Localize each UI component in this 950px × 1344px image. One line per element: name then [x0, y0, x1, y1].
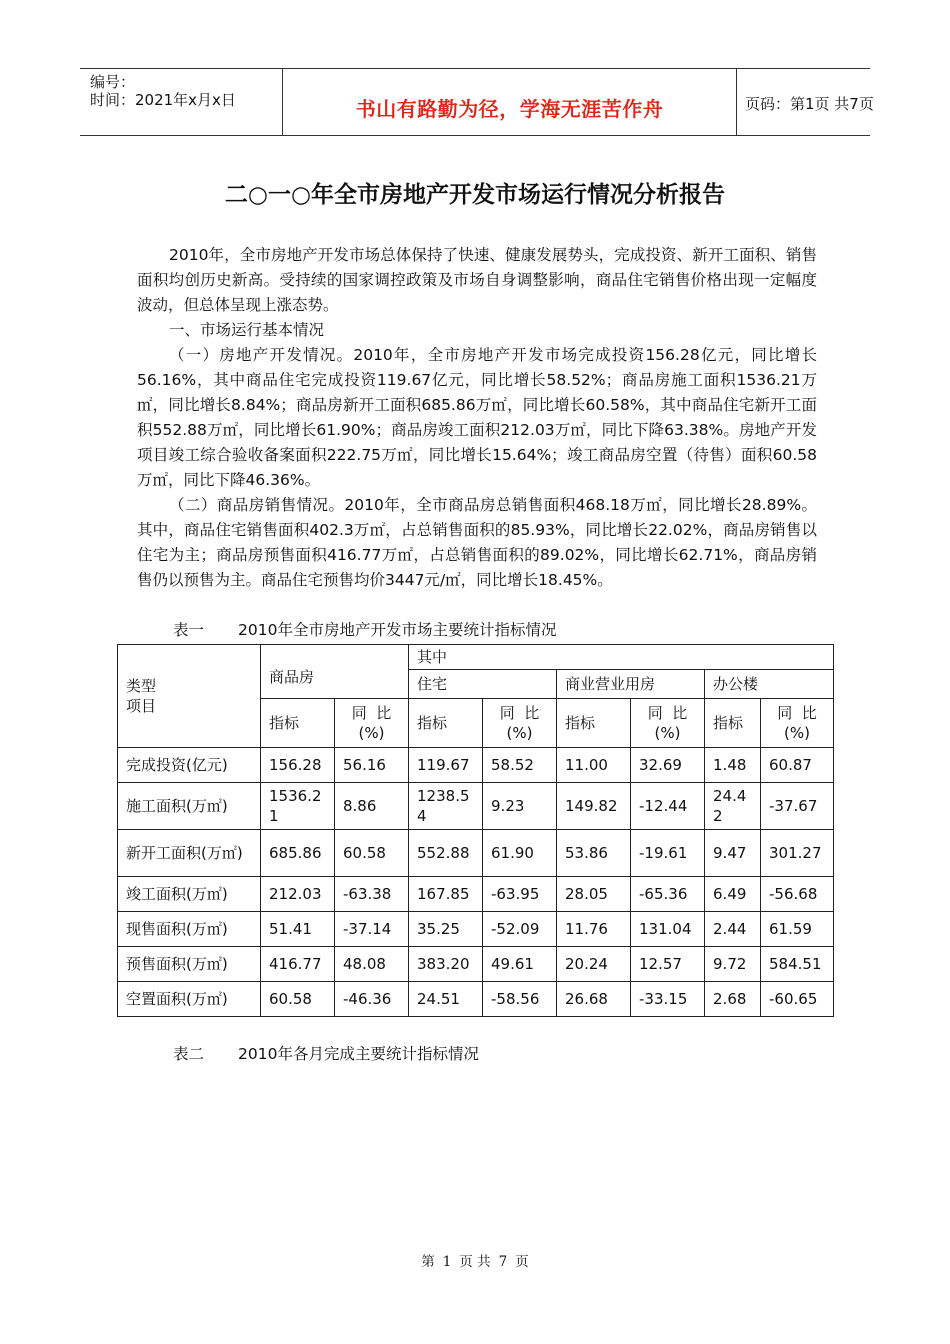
table-row: [118, 947, 834, 982]
row-label: 完成投资(亿元): [118, 748, 261, 783]
table-cell: 9.72: [705, 947, 761, 982]
table-cell: -12.44: [631, 783, 705, 830]
footer-total-pages: 7: [498, 1254, 508, 1270]
table-cell: 24.51: [409, 982, 483, 1017]
table-cell: 49.61: [483, 947, 557, 982]
corner-item-label: 项目: [126, 697, 157, 715]
corner-type-label: 类型: [126, 677, 157, 695]
table-cell: 56.16: [335, 748, 409, 783]
commercial-header: 商品房: [261, 645, 409, 699]
yoy-label: 同 比: [351, 704, 392, 722]
table-cell: -58.56: [483, 982, 557, 1017]
table-cell: 26.68: [557, 982, 631, 1017]
table-cell: 167.85: [409, 877, 483, 912]
table-cell: 53.86: [557, 830, 631, 877]
yoy-unit: (%): [358, 724, 385, 742]
yoy-header: [335, 699, 409, 748]
row-label: 空置面积(万㎡): [118, 982, 261, 1017]
table-cell: 58.52: [483, 748, 557, 783]
table-cell: 11.00: [557, 748, 631, 783]
indicator-header: 指标: [261, 699, 335, 748]
table-cell: 24.42: [705, 783, 761, 830]
intro-paragraph: 2010年，全市房地产开发市场总体保持了快速、健康发展势头，完成投资、新开工面积、销售面积均创历史新高。受持续的国家调控政策及市场自身调整影响，商品住宅销售价格出现一定幅度波动，但总体呈现上涨态势。: [137, 246, 817, 314]
table-cell: -19.61: [631, 830, 705, 877]
table-cell: 2.68: [705, 982, 761, 1017]
table-cell: 9.23: [483, 783, 557, 830]
row-label: 施工面积(万㎡): [118, 783, 261, 830]
table-row: [118, 748, 834, 783]
table2-caption-number: 表二: [173, 1045, 205, 1063]
table-cell: -65.36: [631, 877, 705, 912]
table-row: [118, 982, 834, 1017]
table-cell: 12.57: [631, 947, 705, 982]
header-motto: 书山有路勤为径，学海无涯苦作舟: [355, 97, 664, 121]
table-cell: 60.87: [761, 748, 834, 783]
header-page-cell: [737, 69, 874, 135]
table2-caption-text: 2010年各月完成主要统计指标情况: [238, 1045, 479, 1063]
table-cell: 32.69: [631, 748, 705, 783]
table-cell: 60.58: [335, 830, 409, 877]
table-cell: -60.65: [761, 982, 834, 1017]
yoy-label: 同 比: [499, 704, 540, 722]
document-header: [80, 68, 874, 136]
table-cell: -63.95: [483, 877, 557, 912]
table-cell: 9.47: [705, 830, 761, 877]
table-cell: 1536.21: [261, 783, 335, 830]
table-cell: 212.03: [261, 877, 335, 912]
table-cell: 156.28: [261, 748, 335, 783]
page-footer: [0, 1250, 950, 1270]
table-row: [118, 830, 834, 877]
table1-caption-text: 2010年全市房地产开发市场主要统计指标情况: [238, 621, 557, 639]
table-cell: 28.05: [557, 877, 631, 912]
table-cell: 1238.54: [409, 783, 483, 830]
yoy-unit: (%): [506, 724, 533, 742]
yoy-label: 同 比: [647, 704, 688, 722]
of-which-header: 其中: [409, 645, 834, 670]
corner-header-cell: [118, 645, 261, 748]
indicator-header: 指标: [409, 699, 483, 748]
header-motto-cell: [283, 69, 737, 135]
row-label: 竣工面积(万㎡): [118, 877, 261, 912]
table-cell: -37.14: [335, 912, 409, 947]
business-header: 商业营业用房: [557, 670, 705, 699]
table-header-row: [118, 645, 834, 670]
table-cell: 6.49: [705, 877, 761, 912]
sales-paragraph: （二）商品房销售情况。2010年，全市商品房总销售面积468.18万㎡，同比增长28.89%。其中，商品住宅销售面积402.3万㎡，占总销售面积的85.93%，同比增长22.02%，商品房销售以住宅为主；商品房预售面积416.77万㎡，占总销售面积的89.02%，同比增长62.71%，商品房销售仍以预售为主。商品住宅预售均价3447元/㎡，同比增长18.45%。: [137, 496, 817, 589]
table-cell: 131.04: [631, 912, 705, 947]
table1-caption: [173, 620, 556, 640]
document-number-label: 编号：: [90, 73, 136, 91]
table-row: [118, 877, 834, 912]
yoy-unit: (%): [784, 724, 811, 742]
table-cell: -33.15: [631, 982, 705, 1017]
office-header: 办公楼: [705, 670, 834, 699]
table-cell: 383.20: [409, 947, 483, 982]
row-label: 预售面积(万㎡): [118, 947, 261, 982]
table-row: [118, 912, 834, 947]
table-cell: 149.82: [557, 783, 631, 830]
yoy-header: [761, 699, 834, 748]
table-cell: -52.09: [483, 912, 557, 947]
table-cell: 48.08: [335, 947, 409, 982]
table-cell: 60.58: [261, 982, 335, 1017]
table-cell: -37.67: [761, 783, 834, 830]
footer-suffix: 页: [515, 1254, 529, 1270]
table-cell: 35.25: [409, 912, 483, 947]
indicator-header: 指标: [557, 699, 631, 748]
table-cell: 61.59: [761, 912, 834, 947]
footer-page-number: 1: [442, 1254, 452, 1270]
table-cell: -56.68: [761, 877, 834, 912]
statistics-table: [117, 644, 834, 1017]
table-cell: 8.86: [335, 783, 409, 830]
section-heading: 一、市场运行基本情况: [169, 321, 325, 339]
report-title: 二○一○年全市房地产开发市场运行情况分析报告: [224, 182, 726, 208]
row-label: 新开工面积(万㎡): [118, 830, 261, 877]
table-cell: 119.67: [409, 748, 483, 783]
table-cell: 584.51: [761, 947, 834, 982]
table-cell: 20.24: [557, 947, 631, 982]
indicator-header: 指标: [705, 699, 761, 748]
table-cell: -46.36: [335, 982, 409, 1017]
table-cell: 51.41: [261, 912, 335, 947]
table1-caption-number: 表一: [173, 621, 205, 639]
development-paragraph: （一）房地产开发情况。2010年，全市房地产开发市场完成投资156.28亿元，同比增长56.16%，其中商品住宅完成投资119.67亿元，同比增长58.52%；商品房施工面积1536.21万㎡，同比增长8.84%；商品房新开工面积685.86万㎡，同比增长60.58%，其中商品住宅新开工面积552.88万㎡，同比增长61.90%；商品房竣工面积212.03万㎡，同比下降63.38%。房地产开发项目竣工综合验收备案面积222.75万㎡，同比增长15.64%；竣工商品房空置（待售）面积60.58万㎡，同比下降46.36%。: [137, 346, 817, 489]
yoy-header: [483, 699, 557, 748]
yoy-header: [631, 699, 705, 748]
yoy-unit: (%): [654, 724, 681, 742]
table-cell: -63.38: [335, 877, 409, 912]
row-label: 现售面积(万㎡): [118, 912, 261, 947]
footer-prefix: 第: [421, 1254, 435, 1270]
table-row: [118, 783, 834, 830]
table-cell: 1.48: [705, 748, 761, 783]
table-cell: 61.90: [483, 830, 557, 877]
table2-caption: [173, 1044, 479, 1064]
table-cell: 2.44: [705, 912, 761, 947]
table-cell: 552.88: [409, 830, 483, 877]
header-meta-cell: [80, 69, 283, 135]
table-cell: 11.76: [557, 912, 631, 947]
document-time-label: 时间：2021年x月x日: [90, 91, 236, 109]
table-cell: 301.27: [761, 830, 834, 877]
footer-mid: 页 共: [459, 1254, 491, 1270]
table-cell: 685.86: [261, 830, 335, 877]
table-cell: 416.77: [261, 947, 335, 982]
header-page-info: 页码：第1页 共7页: [745, 95, 874, 113]
yoy-label: 同 比: [777, 704, 817, 722]
residential-header: 住宅: [409, 670, 557, 699]
